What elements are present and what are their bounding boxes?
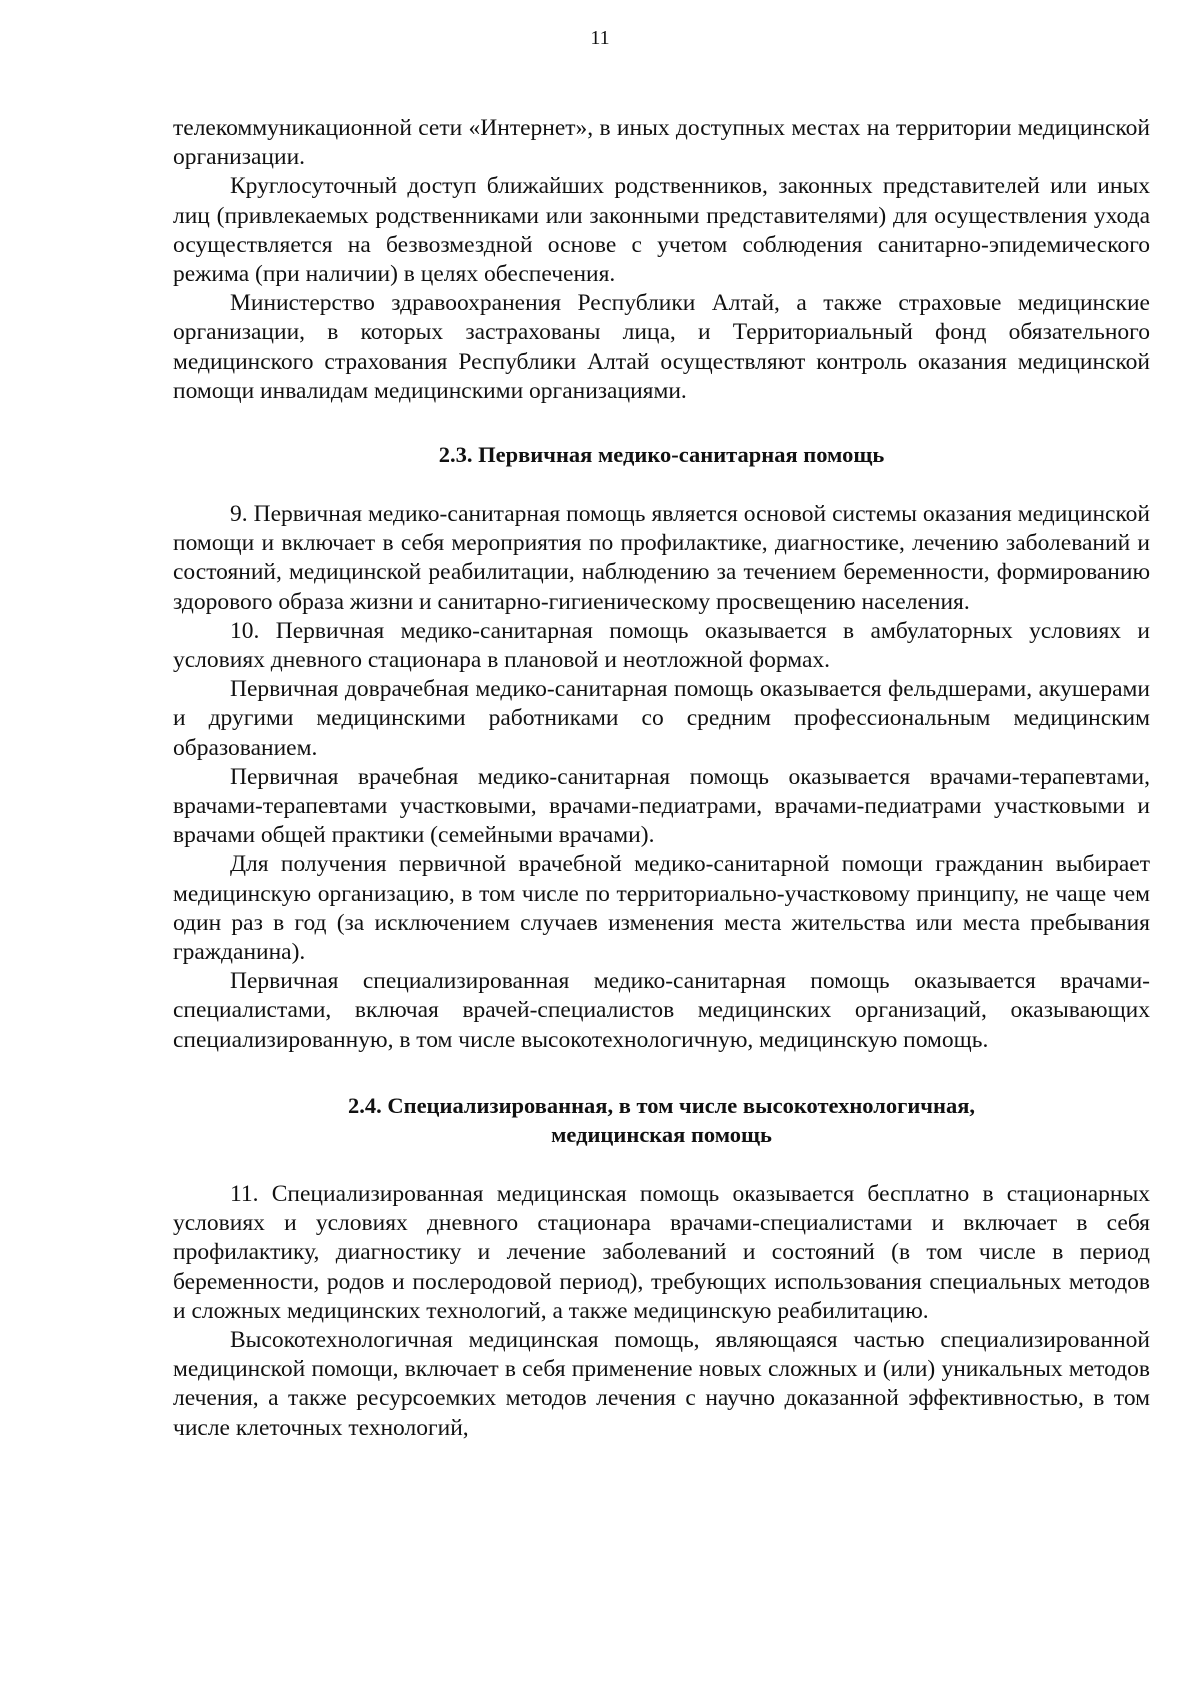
paragraph-item-11: 11. Специализированная медицинская помощь оказывается бесплатно в стационарных условиях и условиях дневного стационара врачами-специалистами и включает в себя профилактику, диагностику и лечение заболеваний и состояний (в том числе в период беременности, родов и послеродовой период), требующих использования специальных методов и сложных медицинских технологий, а также медицинскую реабилитацию. bbox=[173, 1180, 1150, 1324]
paragraph-specialized-primary-care: Первичная специализированная медико-санитарная помощь оказывается врачами-специалистами, включая врачей-специалистов медицинских организаций, оказывающих специализированную, в том числе высокотехнологичную, медицинскую помощь. bbox=[173, 968, 1150, 1053]
paragraph-organization-choice: Для получения первичной врачебной медико-санитарной помощи гражданин выбирает медицинскую организацию, в том числе по территориально-участковому принципу, не чаще чем один раз в год (за исключением случаев изменения места жительства или места пребывания гражданина). bbox=[173, 851, 1150, 966]
paragraph-continuation: телекоммуникационной сети «Интернет», в иных доступных местах на территории медицинской организации. bbox=[173, 115, 1150, 171]
paragraph-physician-care: Первичная врачебная медико-санитарная помощь оказывается врачами-терапевтами, врачами-терапевтами участковыми, врачами-педиатрами, врачами-педиатрами участковыми и врачами общей практики (семейными врачами). bbox=[173, 763, 1150, 849]
paragraph-pre-physician-care: Первичная доврачебная медико-санитарная помощь оказывается фельдшерами, акушерами и другими медицинскими работниками со средним профессиональным медицинским образованием. bbox=[173, 676, 1150, 761]
section-heading-2-4-line1: 2.4. Специализированная, в том числе высокотехнологичная, bbox=[347, 1092, 975, 1118]
document-body bbox=[173, 114, 1150, 1443]
section-heading-2-4-line2: медицинская помощь bbox=[551, 1121, 772, 1147]
paragraph-high-tech-care: Высокотехнологичная медицинская помощь, являющаяся частью специализированной медицинской помощи, включает в себя применение новых сложных и (или) уникальных методов лечения, а также ресурсоемких методов лечения с научно доказанной эффективностью, в том числе клеточных технологий, bbox=[173, 1326, 1150, 1441]
paragraph-ministry-control: Министерство здравоохранения Республики Алтай, а также страховые медицинские организации, в которых застрахованы лица, и Территориальный фонд обязательного медицинского страхования Республики Алтай осуществляют контроль оказания медицинской помощи инвалидам медицинскими организациями. bbox=[173, 290, 1150, 404]
paragraph-item-10: 10. Первичная медико-санитарная помощь оказывается в амбулаторных условиях и условиях дневного стационара в плановой и неотложной формах. bbox=[173, 617, 1150, 674]
page-number: 11 bbox=[590, 27, 610, 49]
paragraph-relatives-access: Круглосуточный доступ ближайших родственников, законных представителей или иных лиц (привлекаемых родственниками или законными представителями) для осуществления ухода осуществляется на безвозмездной основе с учетом соблюдения санитарно-эпидемического режима (при наличии) в целях обеспечения. bbox=[173, 173, 1150, 288]
section-heading-2-3: 2.3. Первичная медико-санитарная помощь bbox=[438, 442, 885, 468]
section-heading-2-4 bbox=[173, 1091, 1150, 1149]
paragraph-item-9: 9. Первичная медико-санитарная помощь является основой системы оказания медицинской помощи и включает в себя мероприятия по профилактике, диагностике, лечению заболеваний и состояний, медицинской реабилитации, наблюдению за течением беременности, формированию здорового образа жизни и санитарно-гигиеническому просвещению населения. bbox=[173, 501, 1150, 615]
